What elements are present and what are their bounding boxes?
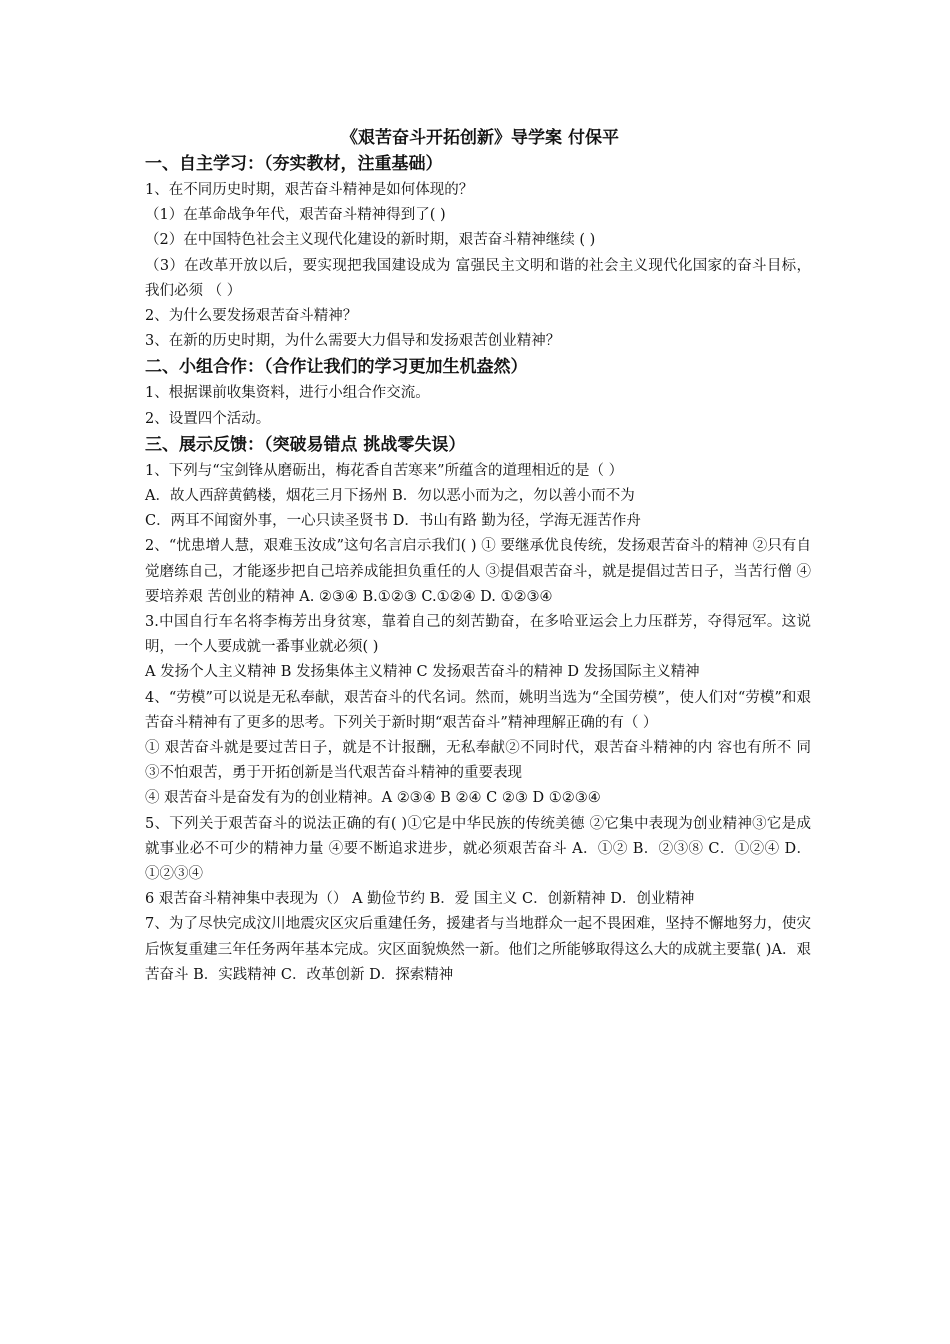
section-heading: 三、展示反馈：（突破易错点 挑战零失误） <box>145 434 466 455</box>
question-line: 3.中国自行车名将李梅芳出身贫寒，靠着自己的刻苦勤奋，在多哈亚运会上力压群芳，夺得冠军。这说明，一个人要成就一番事业就必须( ) <box>145 614 811 656</box>
question-line: 1、在不同历史时期，艰苦奋斗精神是如何体现的？ <box>145 182 474 198</box>
answer-options: A．故人西辞黄鹤楼，烟花三月下扬州 B．勿以恶小而为之，勿以善小而不为 <box>145 488 635 505</box>
question-line: （3）在改革开放以后，要实现把我国建设成为 富强民主文明和谐的社会主义现代化国家的奋斗目标，我们必须 （ ） <box>145 257 811 299</box>
document-page <box>145 125 811 988</box>
question-line: 6 艰苦奋斗精神集中表现为（） A 勤俭节约 B．爱 国主义 C．创新精神 D．创业精神 <box>145 891 695 908</box>
question-line: （1）在革命战争年代，艰苦奋斗精神得到了( ) <box>145 207 446 224</box>
answer-options: A 发扬个人主义精神 B 发扬集体主义精神 C 发扬艰苦奋斗的精神 D 发扬国际主义精神 <box>145 664 700 681</box>
section-heading: 二、小组合作：（合作让我们的学习更加生机盎然） <box>145 357 528 378</box>
question-line: 1、根据课前收集资料，进行小组合作交流。 <box>145 385 430 402</box>
question-line: 7、为了尽快完成汶川地震灾区灾后重建任务，援建者与当地群众一起不畏困难，坚持不懈地努力，使灾后恢复重建三年任务两年基本完成。灾区面貌焕然一新。他们之所能够取得这么大的成就主要靠( )A．艰苦奋斗 B．实践精神 C．改革创新 D．探索精神 <box>145 916 811 983</box>
document-title: 《艰苦奋斗开拓创新》导学案 付保平 <box>341 128 619 148</box>
question-line: 2、“忧患增人慧，艰难玉汝成”这句名言启示我们( ) ① 要继承优良传统，发扬艰苦奋斗的精神 ②只有自觉磨练自己，才能逐步把自己培养成能担负重任的人 ③提倡艰苦奋斗，就是提倡过苦日子，当苦行僧 ④要培养艰 苦创业的精神 A. ②③④ B.①②③ C.①②④ D. ①②③④ <box>145 538 811 605</box>
section-feedback <box>145 432 811 988</box>
question-line: 5、下列关于艰苦奋斗的说法正确的有( )①它是中华民族的传统美德 ②它集中表现为创业精神③它是成就事业必不可少的精神力量 ④要不断追求进步，就必须艰苦奋斗 A．①② B．②③⑧ C．①②④ D．①②③④ <box>145 815 811 883</box>
question-line: 2、设置四个活动。 <box>145 410 271 427</box>
question-line: ① 艰苦奋斗就是要过苦日子，就是不计报酬，无私奉献②不同时代，艰苦奋斗精神的内 容也有所不 同 ③不怕艰苦，勇于开拓创新是当代艰苦奋斗精神的重要表现 <box>145 740 811 782</box>
question-line: 2、为什么要发扬艰苦奋斗精神？ <box>145 308 358 325</box>
section-group-work <box>145 354 811 431</box>
section-self-study <box>145 151 811 354</box>
question-line: （2）在中国特色社会主义现代化建设的新时期，艰苦奋斗精神继续 ( ) <box>145 232 596 249</box>
question-line: 3、在新的历史时期，为什么需要大力倡导和发扬艰苦创业精神？ <box>145 333 561 350</box>
question-line: 4、“劳模”可以说是无私奉献，艰苦奋斗的代名词。然而，姚明当选为“全国劳模”，使人们对“劳模”和艰苦奋斗精神有了更多的思考。下列关于新时期“艰苦奋斗”精神理解正确的有（ ） <box>145 689 811 731</box>
question-line: 1、下列与“宝剑锋从磨砺出，梅花香自苦寒来”所蕴含的道理相近的是（ ） <box>145 462 624 479</box>
answer-options: ④ 艰苦奋斗是奋发有为的创业精神。A ②③④ B ②④ C ②③ D ①②③④ <box>145 790 601 807</box>
section-heading: 一、自主学习：（夯实教材，注重基础） <box>145 154 443 174</box>
answer-options: C．两耳不闻窗外事，一心只读圣贤书 D．书山有路 勤为径，学海无涯苦作舟 <box>145 513 641 530</box>
